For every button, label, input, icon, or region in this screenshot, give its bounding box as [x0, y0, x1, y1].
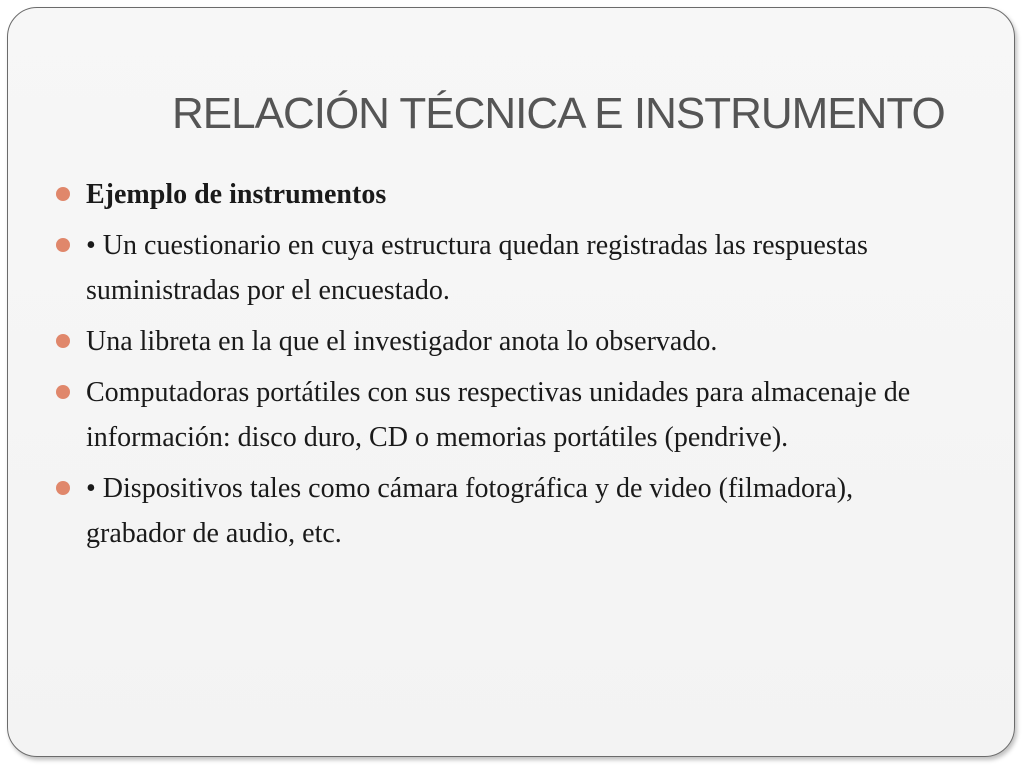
bullet-item-questionnaire [56, 223, 956, 313]
bullet-item-notebook [56, 319, 956, 364]
bullet-list [56, 172, 956, 562]
bullet-dot-icon [56, 481, 70, 495]
slide-title: RELACIÓN TÉCNICA E INSTRUMENTO [172, 89, 945, 138]
bullet-item-computers [56, 370, 956, 460]
bullet-dot-icon [56, 334, 70, 348]
bullet-item-devices [56, 466, 956, 556]
bullet-dot-icon [56, 187, 70, 201]
bullet-dot-icon [56, 385, 70, 399]
bullet-text: Ejemplo de instrumentos [86, 179, 387, 210]
bullet-text: • Un cuestionario en cuya estructura quedan registradas las respuestas suministradas por el encuestado. [86, 230, 868, 306]
bullet-text: Una libreta en la que el investigador anota lo observado. [86, 326, 718, 357]
bullet-text: Computadoras portátiles con sus respectivas unidades para almacenaje de información: disco duro, CD o memorias portátiles (pendrive). [86, 377, 911, 453]
bullet-item-heading [56, 172, 956, 217]
bullet-text: • Dispositivos tales como cámara fotográfica y de video (filmadora), grabador de audio, etc. [86, 473, 854, 549]
bullet-dot-icon [56, 238, 70, 252]
